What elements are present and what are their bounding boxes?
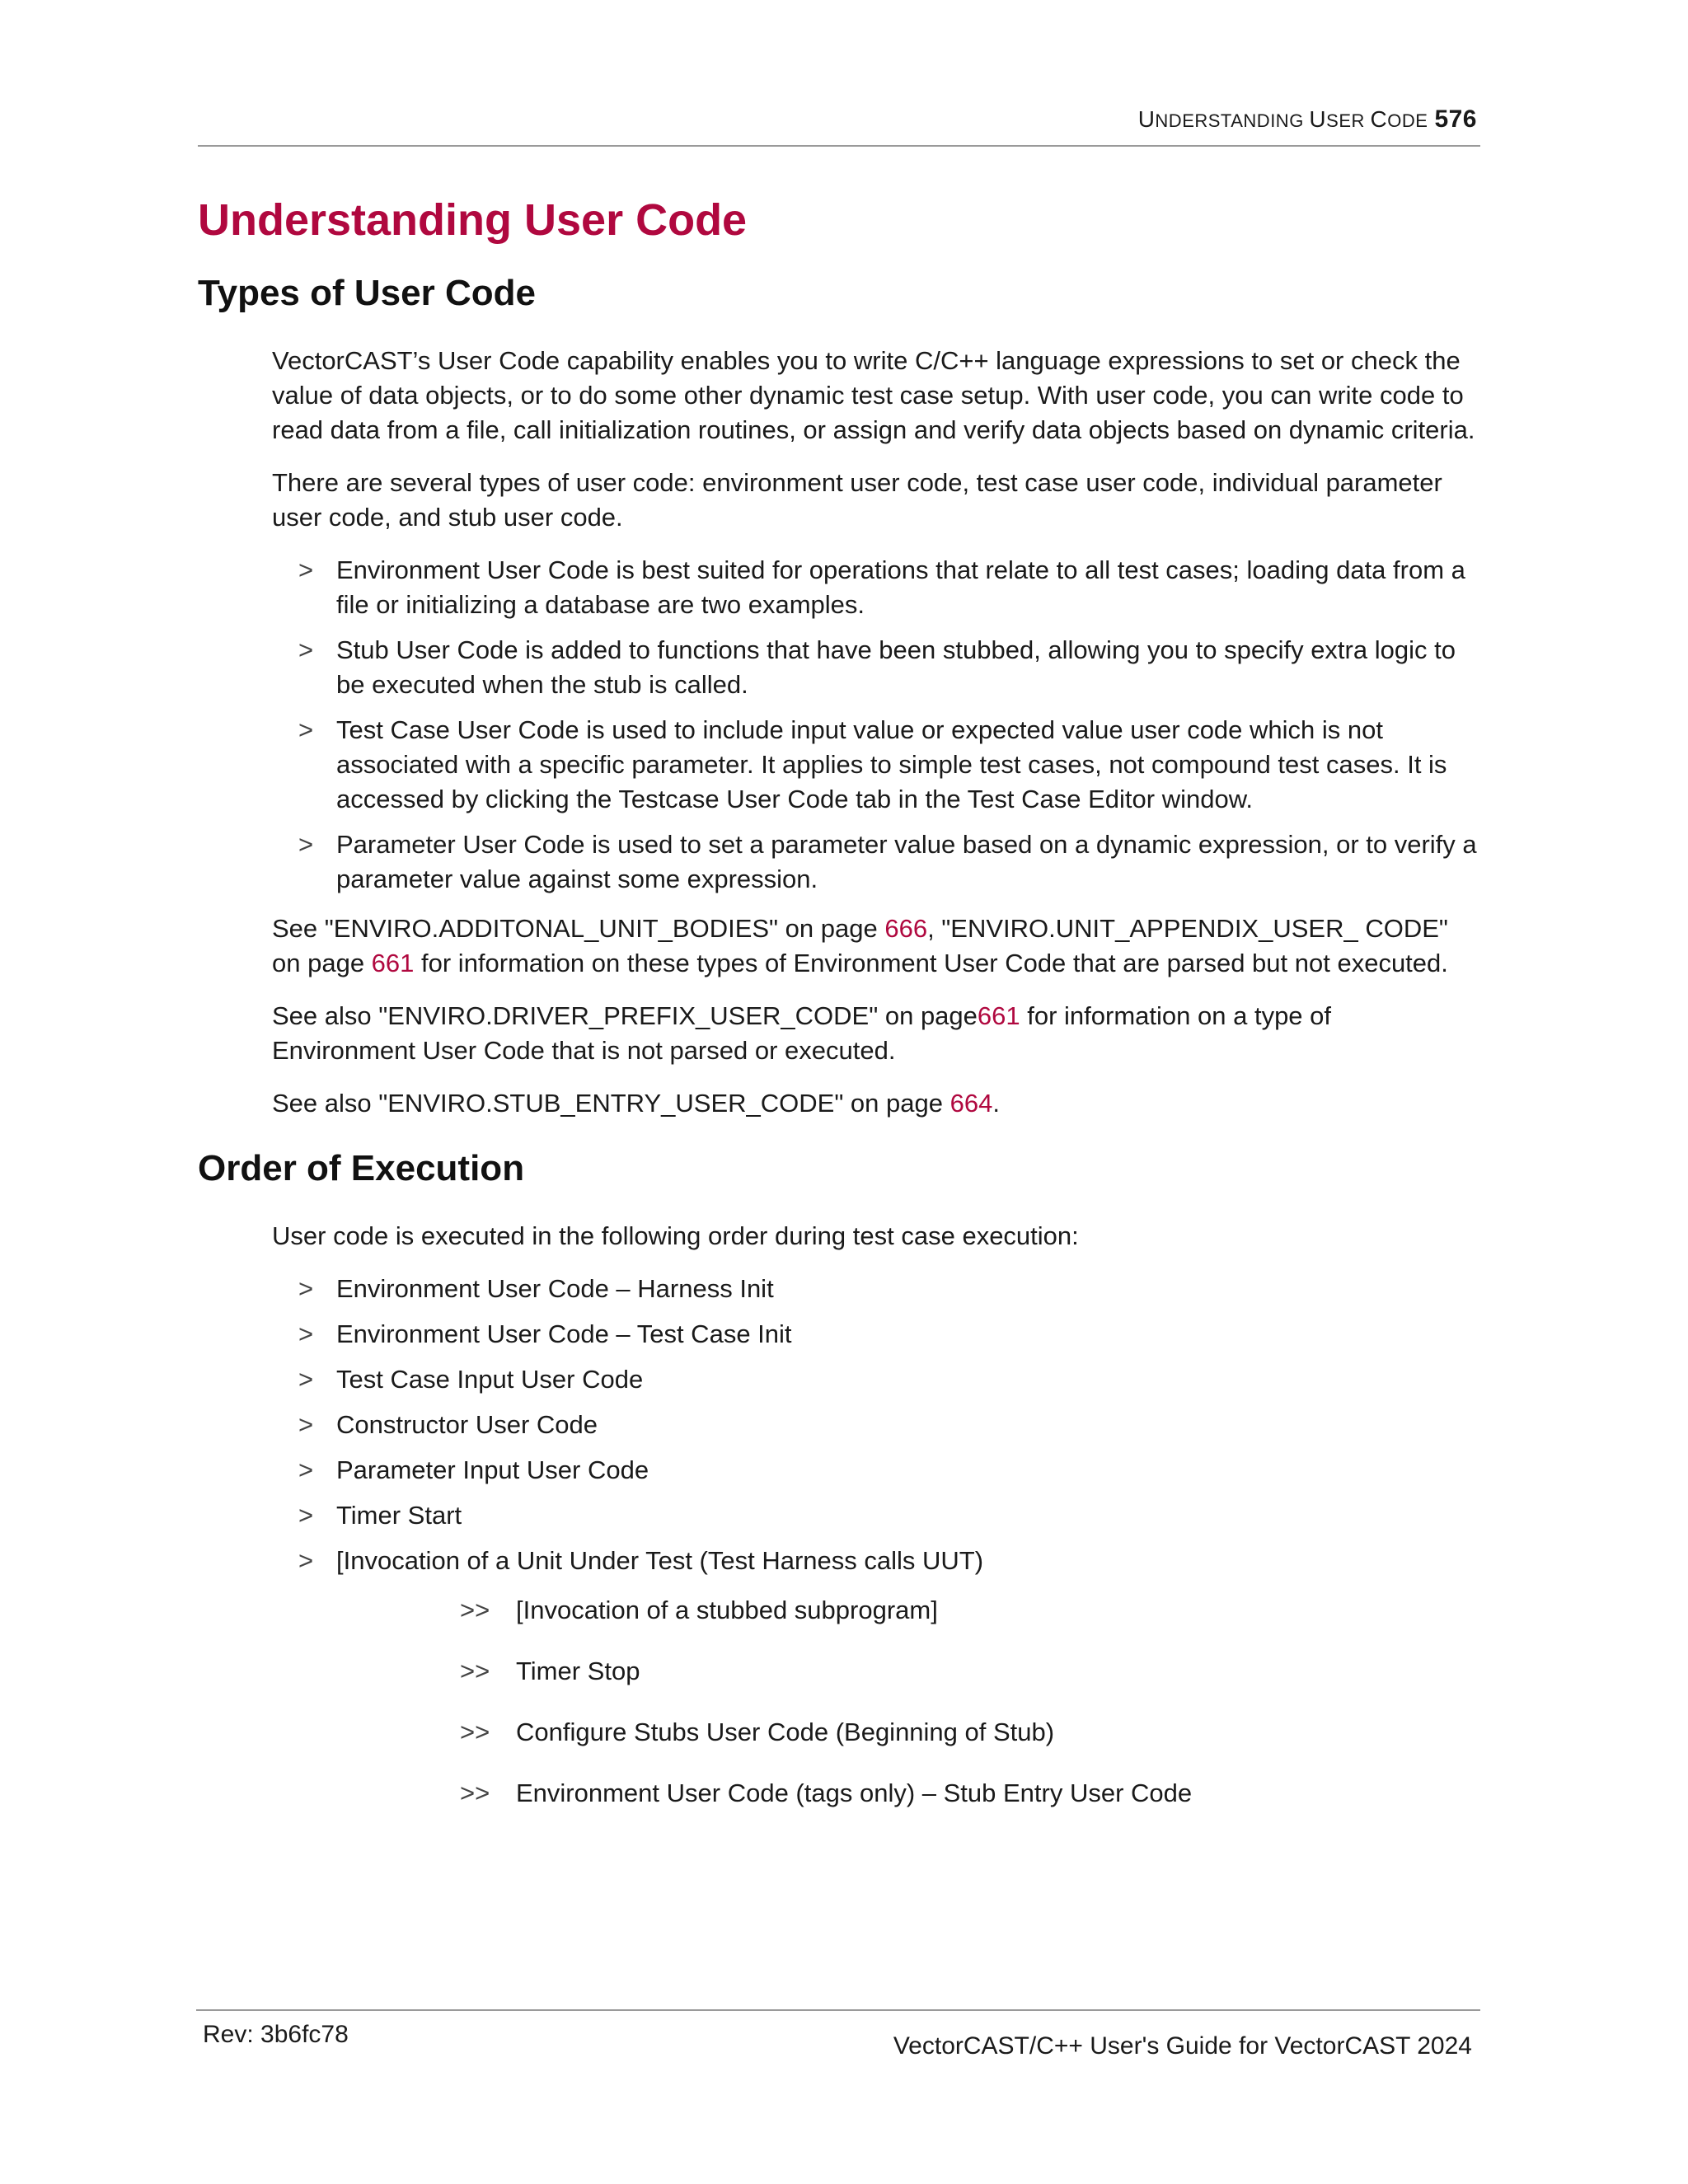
list-item [298, 1272, 1480, 1306]
section-spacer [198, 1139, 1480, 1147]
bullet-marker: > [298, 715, 314, 744]
reference-text: See also "ENVIRO.STUB_ENTRY_USER_CODE" on page [272, 1088, 950, 1118]
bullet-marker: > [298, 1319, 314, 1348]
bullet-marker: > [298, 1500, 314, 1530]
sub-bullet-marker: >> [460, 1778, 490, 1807]
sub-list-item-text: Configure Stubs User Code (Beginning of Stub) [516, 1717, 1055, 1746]
footer-revision: Rev: 3b6fc78 [203, 2021, 349, 2048]
list-item [298, 1408, 1480, 1442]
list-item-text: [Invocation of a Unit Under Test (Test Harness calls UUT) [336, 1545, 984, 1575]
sub-list-item-text: [Invocation of a stubbed subprogram] [516, 1595, 938, 1624]
footer-guide-title: VectorCAST/C++ User's Guide for VectorCAST 2024 [893, 2032, 1472, 2060]
sub-list-item [460, 1715, 1480, 1750]
types-paragraph: There are several types of user code: environment user code, test case user code, individual parameter user code, and stub user code. [272, 467, 1442, 532]
execution-order-list [272, 1272, 1480, 1578]
list-item [298, 827, 1480, 897]
list-item-text: Timer Start [336, 1500, 462, 1530]
bullet-marker: > [298, 555, 314, 584]
running-header-title: UNDERSTANDING USER CODE [1137, 106, 1428, 132]
see-reference-3 [272, 1086, 1480, 1121]
bullet-marker: > [298, 1273, 314, 1303]
list-item [298, 1362, 1480, 1397]
list-item-text: Parameter User Code is used to set a parameter value based on a dynamic expression, or to verify a parameter value against some expression. [336, 829, 1477, 893]
sub-bullet-marker: >> [460, 1595, 490, 1624]
sub-list-item [460, 1776, 1480, 1811]
list-item-text: Stub User Code is added to functions that have been stubbed, allowing you to specify extra logic to be executed when the stub is called. [336, 635, 1456, 699]
section-title-types: Types of User Code [198, 273, 536, 314]
running-header [1138, 105, 1477, 134]
list-item [298, 633, 1480, 702]
page-number: 576 [1434, 105, 1477, 133]
intro-paragraph: VectorCAST’s User Code capability enables you to write C/C++ language expressions to set or check the value of data objects, or to do some other dynamic test case setup. With user code, you can write code to read data from a file, call initialization routines, or assign and verify data objects based on dynamic criteria. [272, 345, 1475, 444]
see-reference-2 [272, 999, 1480, 1068]
page-link-666[interactable]: 666 [884, 913, 928, 943]
header-divider [198, 145, 1480, 147]
page-content [198, 194, 1480, 1837]
user-code-types-list [272, 553, 1480, 897]
list-item-text: Environment User Code is best suited for operations that relate to all test cases; loading data from a file or initializing a database are two examples. [336, 555, 1465, 619]
list-item-text: Constructor User Code [336, 1409, 598, 1439]
order-intro-paragraph: User code is executed in the following order during test case execution: [272, 1221, 1079, 1250]
bullet-marker: > [298, 1364, 314, 1394]
bullet-marker: > [298, 829, 314, 859]
list-item-text: Parameter Input User Code [336, 1455, 649, 1484]
list-item-text: Environment User Code – Harness Init [336, 1273, 774, 1303]
reference-text: See also "ENVIRO.DRIVER_PREFIX_USER_CODE" on page [272, 1001, 978, 1030]
section-body-order [272, 1219, 1480, 1578]
reference-text: for information on a type of Environment User Code that is not parsed or executed. [272, 1001, 1332, 1065]
list-item [298, 1317, 1480, 1352]
sub-bullet-marker: >> [460, 1656, 490, 1685]
bullet-marker: > [298, 635, 314, 664]
page-link-661[interactable]: 661 [371, 948, 415, 977]
list-item-text: Test Case Input User Code [336, 1364, 644, 1394]
list-item [298, 1544, 1480, 1578]
bullet-marker: > [298, 1409, 314, 1439]
bullet-marker: > [298, 1545, 314, 1575]
stub-execution-sublist [198, 1593, 1480, 1811]
sub-list-item-text: Timer Stop [516, 1656, 640, 1685]
footer-divider [196, 2009, 1480, 2011]
section-title-order: Order of Execution [198, 1147, 525, 1188]
sub-bullet-marker: >> [460, 1717, 490, 1746]
reference-text: See "ENVIRO.ADDITONAL_UNIT_BODIES" on page [272, 913, 885, 943]
sub-list-item [460, 1593, 1480, 1628]
page-link-664[interactable]: 664 [950, 1088, 993, 1118]
list-item-text: Test Case User Code is used to include input value or expected value user code which is not associated with a specific parameter. It applies to simple test cases, not compound test cases. It is accessed by clicking the Testcase User Code tab in the Test Case Editor window. [336, 715, 1447, 813]
reference-text: . [992, 1088, 1000, 1118]
reference-text: for information on these types of Environment User Code that are parsed but not executed. [414, 948, 1448, 977]
bullet-marker: > [298, 1455, 314, 1484]
section-body-types [272, 344, 1480, 1121]
list-item-text: Environment User Code – Test Case Init [336, 1319, 792, 1348]
list-item [298, 713, 1480, 817]
list-item [298, 1453, 1480, 1488]
chapter-title: Understanding User Code [198, 195, 748, 245]
see-reference-1 [272, 912, 1480, 981]
list-item [298, 553, 1480, 622]
list-item [298, 1498, 1480, 1533]
reference-text: , "ENVIRO.UNIT_APPENDIX_USER_ CODE" on page [272, 913, 1448, 977]
sub-list-item-text: Environment User Code (tags only) – Stub Entry User Code [516, 1778, 1193, 1807]
sub-list-item [460, 1654, 1480, 1689]
page-link-661[interactable]: 661 [977, 1001, 1020, 1030]
